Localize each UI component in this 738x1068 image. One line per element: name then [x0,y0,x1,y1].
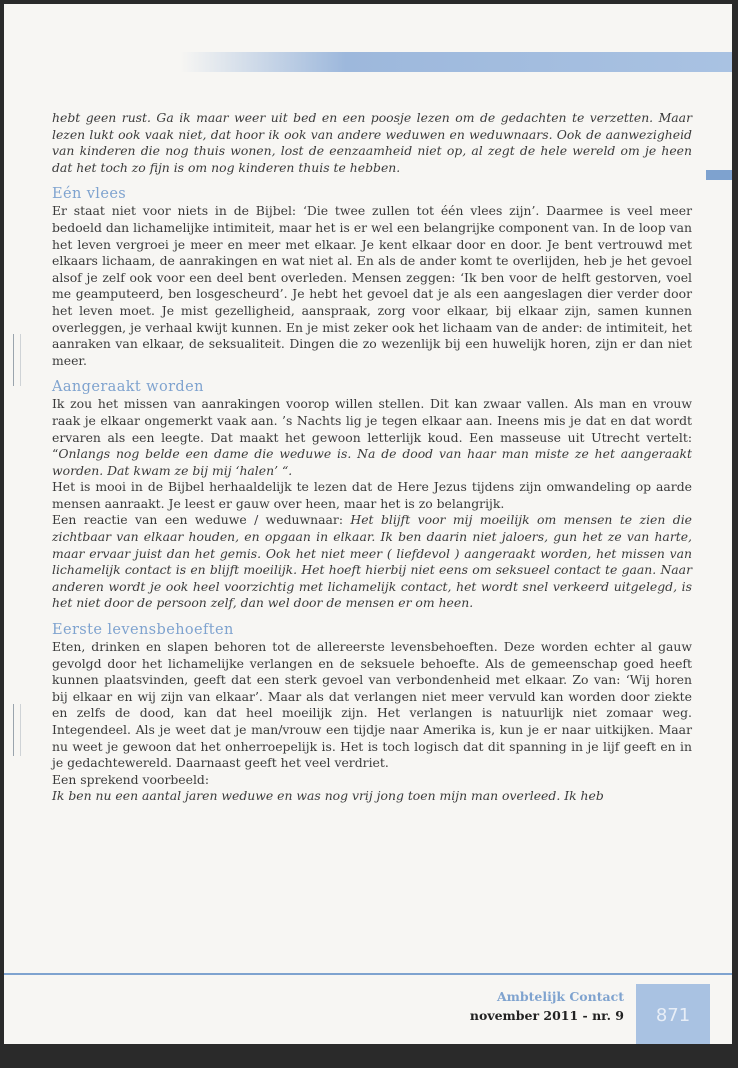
section-heading-een-vlees: Eén vlees [52,186,127,203]
binding-mark-upper [13,334,21,386]
example-label: Een sprekend voorbeeld: [52,771,210,787]
header-color-band [180,52,732,72]
magazine-title: Ambtelijk Contact [496,989,624,1004]
paragraph-reactie [52,512,692,612]
article-body [52,110,692,805]
page-number: 871 [655,1005,691,1026]
magazine-page [4,4,732,1044]
page-number-box [636,984,710,1044]
section-heading-aangeraakt-worden: Aangeraakt worden [52,379,204,396]
reactie-quote: Het blijft voor mij moeilijk om mensen te zien die zichtbaar van elkaar houden, en opgaan in elkaar. Ik ben daarin niet jaloers, gun het ze van harte, maar ervaar juist dan het gemis. Ook het niet meer ( liefdevol ) aangeraakt worden, het missen van lichamelijk contact is en blijft moeilijk. Het hoeft hierbij niet eens om seksueel contact te gaan. Naar anderen wordt je ook heel voorzichtig met lichamelijk contact, het wordt snel verkeerd uitgelegd, is het niet door de persoon zelf, dan wel door de mensen er om heen. [52,512,692,611]
paragraph-een-vlees: Er staat niet voor niets in de Bijbel: ‘Die twee zullen tot één vlees zijn’. Daarmee is veel meer bedoeld dan lichamelijke intimiteit, maar het is er wel een belangrijke component van. In de loop van het leven vergroei je meer en meer met elkaar. Je kent elkaar door en door. Je bent vertrouwd met elkaars lichaam, de aanrakingen en wat niet al. En als de ander komt te overlijden, heb je het gevoel alsof je zelf ook voor een deel bent overleden. Mensen zeggen: ‘Ik ben voor de helft gestorven, voel me geamputeerd, ben losgescheurd’. Je hebt het gevoel dat je als een aangeslagen dier verder door het leven moet. Je mist gezelligheid, aanspraak, zorg voor elkaar, bij elkaar zijn, samen kunnen overleggen, je verhaal kwijt kunnen. En je mist zeker ook het lichaam van de ander: de intimiteit, het aanraken van elkaar, de seksualiteit. Dingen die zo wezenlijk bij een huwelijk horen, zijn er dan niet meer. [52,203,692,368]
paragraph-bijbel: Het is mooi in de Bijbel herhaaldelijk te lezen dat de Here Jezus tijdens zijn omwandeling op aarde mensen aanraakt. Je leest er gauw over heen, maar het is zo belangrijk. [52,479,692,511]
paragraph-aanrakingen [52,396,692,479]
reactie-intro: Een reactie van een weduwe / weduwnaar: [52,512,351,528]
footer-divider [4,973,732,975]
example-quote: Ik ben nu een aantal jaren weduwe en was nog vrij jong toen mijn man overleed. Ik heb [52,788,604,804]
intro-paragraph: hebt geen rust. Ga ik maar weer uit bed en een poosje lezen om de gedachten te verzetten. Maar lezen lukt ook vaak niet, dat hoor ik ook van andere weduwen en weduwnaars. Ook de aanwezigheid van kinderen die nog thuis wonen, lost de eenzaamheid niet op, al zegt de hele wereld om je heen dat het toch zo fijn is om nog kinderen thuis te hebben. [52,110,692,175]
paragraph-levensbehoeften: Eten, drinken en slapen behoren tot de allereerste levensbehoeften. Deze worden echter al gauw gevolgd door het lichamelijke verlangen en de seksuele behoefte. Als de gemeenschap goed heeft kunnen plaatsvinden, geeft dat een sterk gevoel van verbondenheid met elkaar. Zo van: ‘Wij horen bij elkaar en wij zijn van elkaar’. Maar als dat verlangen niet meer vervuld kan worden door ziekte en zelfs de dood, kan dat heel moeilijk zijn. Het verlangen is natuurlijk niet zomaar weg. Integendeel. Als je weet dat je man/vrouw een tijdje naar Amerika is, kun je er naar uitkijken. Maar nu weet je gewoon dat het onherroepelijk is. Het is toch logisch dat dit spanning in je lijf geeft en in je gedachtewereld. Daarnaast geeft het veel verdriet. [52,639,692,771]
side-tab-marker [706,170,732,180]
binding-mark-lower [13,704,21,756]
paragraph-aanrakingen-text: Ik zou het missen van aanrakingen voorop willen stellen. Dit kan zwaar vallen. Als man en vrouw raak je elkaar ongemerkt vaak aan. ’s Nachts lig je tegen elkaar aan. Ineens mis je dat en dat wordt ervaren als een leegte. Dat maakt het gewoon letterlijk koud. Een masseuse uit Utrecht vertelt: “ [52,396,692,462]
masseuse-quote: Onlangs nog belde een dame die weduwe is. Na de dood van haar man miste ze het aangeraakt worden. Dat kwam ze bij mij ‘halen’ “. [52,446,692,478]
issue-date: november 2011 - nr. 9 [469,1008,624,1023]
section-heading-eerste-levensbehoeften: Eerste levensbehoeften [52,622,234,639]
